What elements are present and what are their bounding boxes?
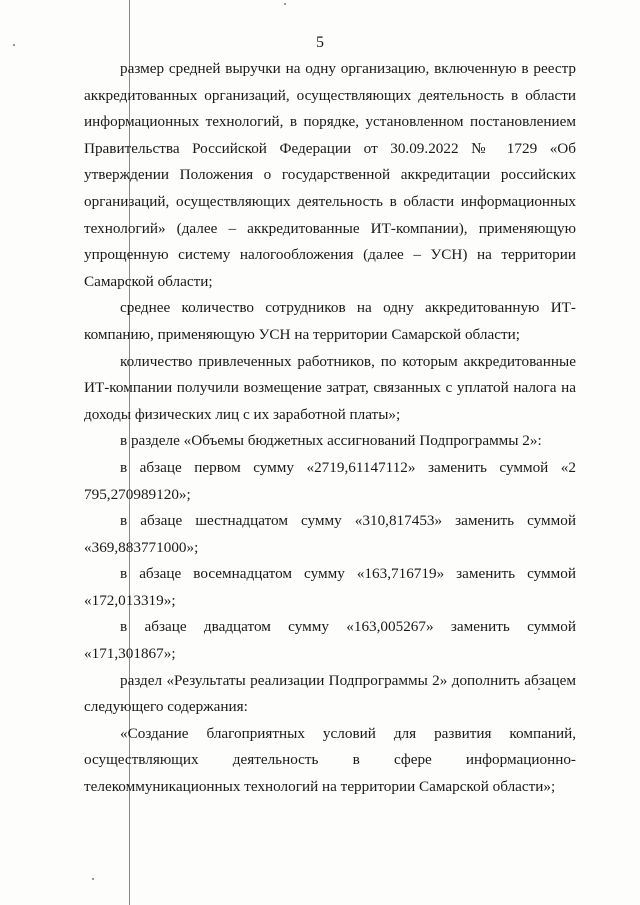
page-number: 5 (316, 34, 324, 51)
scan-speck (92, 878, 94, 880)
paragraph-amend-twentieth: в абзаце двадцатом сумму «163,005267» заменить суммой «171,301867»; (84, 618, 576, 663)
paragraph-employees: среднее количество сотрудников на одну аккредитованную ИТ-компанию, применяющую УСН на территории Самарской области; (84, 299, 576, 343)
paragraph-amend-eighteenth: в абзаце восемнадцатом сумму «163,716719» заменить суммой «172,013319»; (84, 565, 576, 609)
scan-speck (284, 3, 286, 5)
paragraph-revenue: размер средней выручки на одну организацию, включенную в реестр аккредитованных организаций, осуществляющих деятельность в области информационных технологий, в порядке, установленном постановлением Правительства Российской Федерации от 30.09.2022 № 1729 «Об утверждении Положения о государственной аккредитации российских организаций, осуществляющих деятельность в области информационных технологий» (далее – аккредитованные ИТ-компании), применяющую упрощенную систему налогообложения (далее – УСН) на территории Самарской области; (84, 60, 576, 290)
paragraph-amend-first: в абзаце первом сумму «2719,61147112» заменить суммой «2 795,270989120»; (84, 458, 576, 503)
paragraph-amend-sixteenth: в абзаце шестнадцатом сумму «310,817453» заменить суммой «369,883771000»; (84, 512, 576, 556)
document-body (84, 56, 576, 801)
paragraph-workers: количество привлеченных работников, по которым аккредитованные ИТ-компании получили возмещение затрат, связанных с уплатой налога на доходы физических лиц с их заработной платы»; (84, 352, 576, 423)
paragraph-budget-section: в разделе «Объемы бюджетных ассигнований Подпрограммы 2»: (120, 432, 542, 450)
paragraph-results-section: раздел «Результаты реализации Подпрограммы 2» дополнить абзацем следующего содержания: (84, 671, 576, 716)
paragraph-quoted-text: «Создание благоприятных условий для развития компаний, осуществляющих деятельность в сфере информационно-телекоммуникационных технологий на территории Самарской области»; (84, 724, 576, 796)
